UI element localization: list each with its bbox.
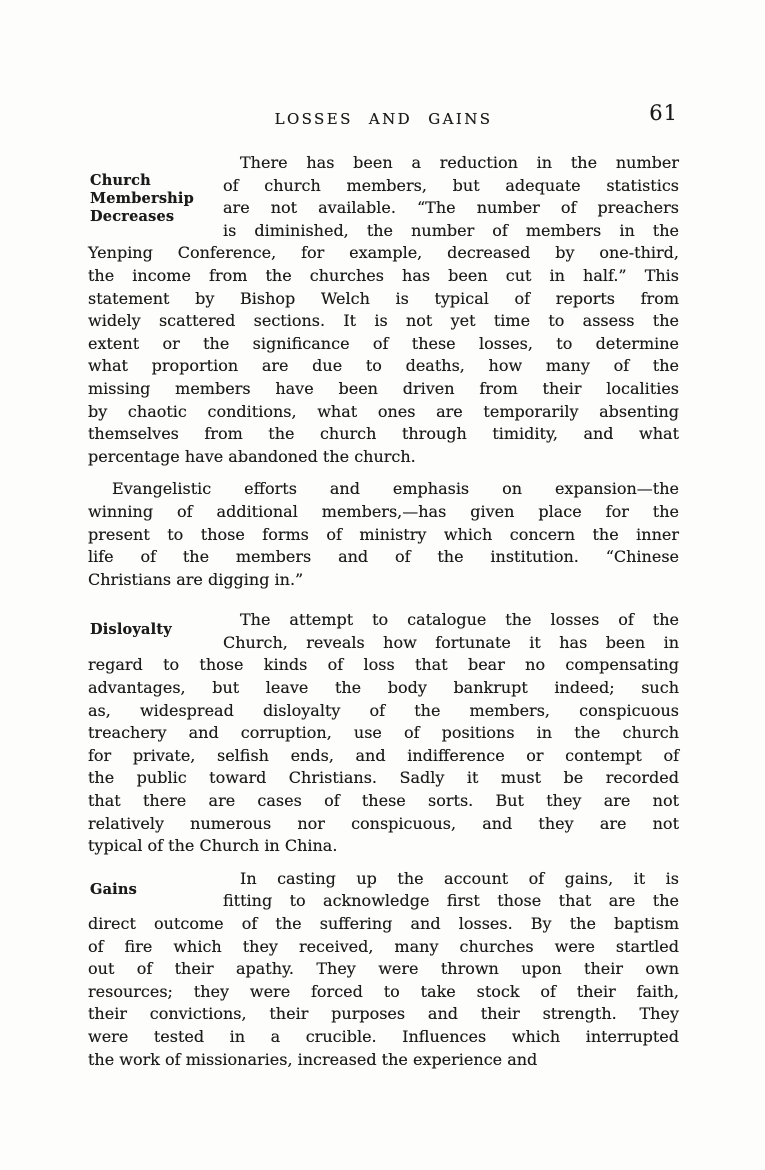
margin-note-church-membership-decreases: Church Membership Decreases	[90, 172, 194, 226]
text-line: as, widespread disloyalty of the members, conspicuous	[88, 700, 679, 720]
text-line: by chaotic conditions, what ones are temporarily absenting	[88, 401, 679, 421]
text-line: for private, selfish ends, and indifference or contempt of	[88, 745, 679, 765]
margin-note-gains: Gains	[90, 880, 137, 898]
paragraph-church-membership-decreases	[88, 152, 679, 468]
text-line: resources; they were forced to take stock of their faith,	[88, 981, 679, 1001]
text-line: In casting up the account of gains, it is	[240, 868, 679, 888]
text-line: There has been a reduction in the number	[240, 153, 679, 172]
text-line: were tested in a crucible. Influences which interrupted	[88, 1026, 679, 1046]
text-line: regard to those kinds of loss that bear no compensating	[88, 655, 679, 675]
text-line: extent or the significance of these losses, to determine	[88, 333, 679, 353]
text-line: missing members have been driven from their localities	[88, 378, 679, 398]
text-line: present to those forms of ministry which concern the inner	[88, 524, 679, 544]
paragraph-indented-lines	[223, 152, 679, 242]
page-number: 61	[649, 101, 678, 125]
text-line: percentage have abandoned the church.	[88, 446, 416, 466]
paragraph-full-lines	[88, 654, 679, 857]
text-line: life of the members and of the institution. “Chinese	[88, 547, 679, 567]
text-line: widely scattered sections. It is not yet time to assess the	[88, 311, 679, 331]
text-line: fitting to acknowledge first those that are the	[223, 891, 679, 911]
text-line: Evangelistic efforts and emphasis on expansion—the	[112, 479, 679, 499]
text-line: that there are cases of these sorts. But they are not	[88, 791, 679, 811]
text-line: are not available. “The number of preachers	[223, 198, 679, 218]
text-line: their convictions, their purposes and their strength. They	[88, 1004, 679, 1024]
text-line: The attempt to catalogue the losses of the	[240, 610, 679, 630]
text-line: winning of additional members,—has given place for the	[88, 501, 679, 521]
text-line: Church, reveals how fortunate it has been in	[223, 632, 679, 652]
paragraph-indented-lines	[223, 868, 679, 913]
paragraph-evangelistic-efforts	[88, 478, 679, 591]
text-line: of fire which they received, many churches were startled	[88, 936, 679, 956]
text-line: direct outcome of the suffering and losses. By the baptism	[88, 914, 679, 933]
text-line: treachery and corruption, use of positions in the church	[88, 723, 679, 743]
text-line: Christians are digging in.”	[88, 569, 304, 589]
text-line: the income from the churches has been cut in half.” This	[88, 265, 679, 285]
paragraph-disloyalty	[88, 609, 679, 858]
running-head: LOSSES AND GAINS	[274, 110, 493, 128]
paragraph-full-lines	[88, 478, 679, 591]
text-line: of church members, but adequate statistics	[223, 175, 679, 195]
text-line: themselves from the church through timidity, and what	[88, 424, 679, 444]
paragraph-indented-lines	[223, 609, 679, 654]
text-line: Yenping Conference, for example, decreased by one-third,	[88, 243, 679, 263]
text-line: what proportion are due to deaths, how many of the	[88, 356, 679, 376]
text-line: out of their apathy. They were thrown upon their own	[88, 959, 679, 979]
text-line: is diminished, the number of members in the	[223, 220, 679, 240]
paragraph-gains	[88, 868, 679, 1071]
text-line: typical of the Church in China.	[88, 836, 338, 856]
margin-note-disloyalty: Disloyalty	[90, 621, 172, 639]
text-line: advantages, but leave the body bankrupt indeed; such	[88, 678, 679, 698]
paragraph-full-lines	[88, 913, 679, 1071]
text-line: statement by Bishop Welch is typical of reports from	[88, 288, 679, 308]
paragraph-full-lines	[88, 242, 679, 468]
text-line: relatively numerous nor conspicuous, and they are not	[88, 813, 679, 833]
text-line: the work of missionaries, increased the experience and	[88, 1049, 538, 1069]
text-line: the public toward Christians. Sadly it must be recorded	[88, 768, 679, 788]
page-header	[88, 101, 679, 130]
